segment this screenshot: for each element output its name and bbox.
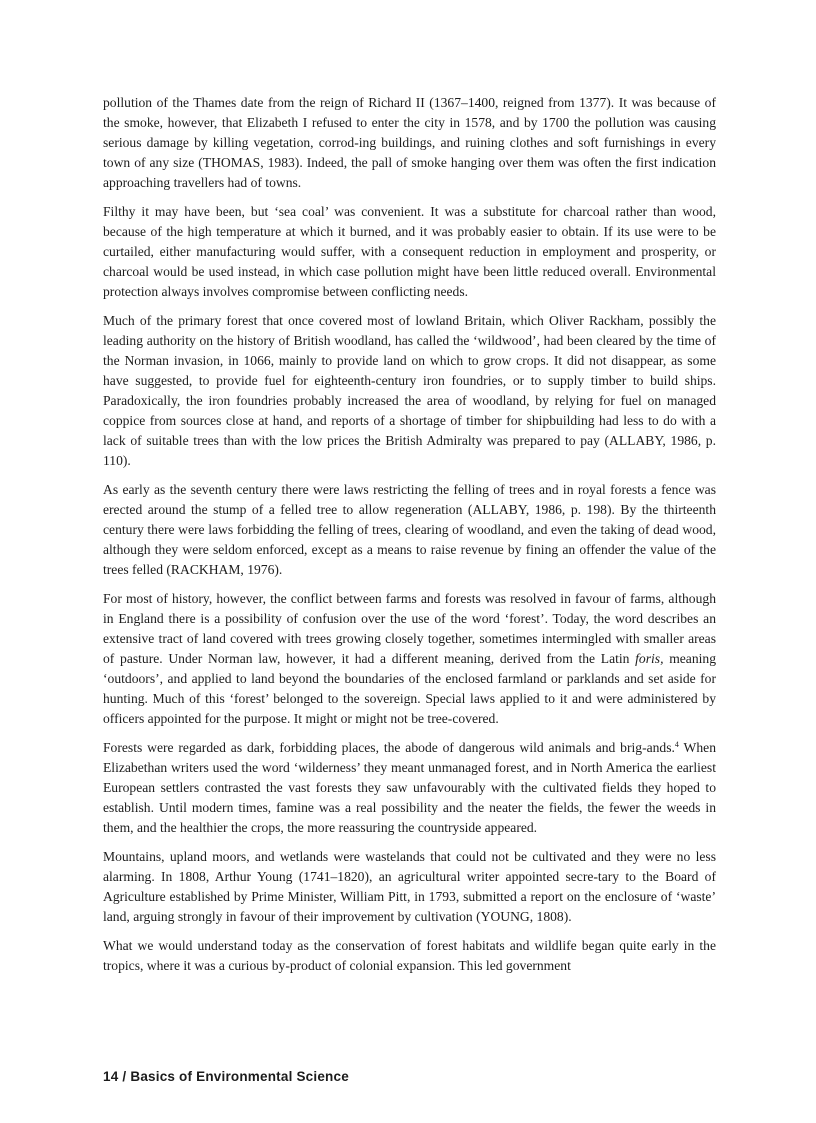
paragraph-6-text-b: When Elizabethan writers used the word ‘wilderness’ they meant unmanaged forest, and in North America the earliest European settlers contrasted the vast forests they saw unfavourably with the cultivated fields they hoped to establish. Until modern times, famine was a real possibility and the neater the fields, the fewer the weeds in them, and the healthier the crops, the more reassuring the countryside appeared. xyxy=(103,740,716,835)
paragraph-2: Filthy it may have been, but ‘sea coal’ was convenient. It was a substitute for charcoal rather than wood, because of the high temperature at which it burned, and it was probably easier to obtain. If its use were to be curtailed, either manufacturing would suffer, with a consequent reduction in employment and prosperity, or charcoal would be used instead, in which case pollution might have been little reduced overall. Environmental protection always involves compromise between conflicting needs. xyxy=(103,204,716,299)
footer-separator: / xyxy=(122,1069,127,1084)
page-body xyxy=(103,93,716,985)
paragraph-5-text-b: meaning ‘outdoors’, and applied to land beyond the boundaries of the enclosed farmland or parklands and set aside for hunting. Much of this ‘forest’ belonged to the sovereign. Special laws applied to it and were administered by officers appointed for the purpose. It might or might not be tree-covered. xyxy=(103,651,717,726)
page-footer xyxy=(103,1069,349,1084)
paragraph-1: pollution of the Thames date from the reign of Richard II (1367–1400, reigned from 1377). It was because of the smoke, however, that Elizabeth I refused to enter the city in 1578, and by 1700 the pollution was causing serious damage by killing vegetation, corrod-ing buildings, and ruining clothes and soft furnishings in every town of any size (THOMAS, 1983). Indeed, the pall of smoke hanging over them was often the first indication approaching travellers had of towns. xyxy=(103,95,716,190)
paragraph-4: As early as the seventh century there were laws restricting the felling of trees and in royal forests a fence was erected around the stump of a felled tree to allow regeneration (ALLABY, 1986, p. 198). By the thirteenth century there were laws forbidding the felling of trees, clearing of woodland, and even the taking of dead wood, although they were seldom enforced, except as a means to raise revenue by fining an offender the value of the trees felled (RACKHAM, 1976). xyxy=(103,482,716,577)
paragraph-7: Mountains, upland moors, and wetlands were wastelands that could not be cultivated and they were no less alarming. In 1808, Arthur Young (1741–1820), an agricultural writer appointed secre-tary to the Board of Agriculture established by Prime Minister, William Pitt, in 1793, submitted a report on the enclosure of ‘waste’ land, arguing strongly in favour of their improvement by cultivation (YOUNG, 1808). xyxy=(103,849,716,924)
footnote-marker: 4 xyxy=(674,740,679,749)
book-title: Basics of Environmental Science xyxy=(130,1069,349,1084)
paragraph-5 xyxy=(103,589,716,729)
paragraph-6-text-a: Forests were regarded as dark, forbidding places, the abode of dangerous wild animals and brig-ands. xyxy=(103,740,675,755)
latin-term: foris, xyxy=(635,651,664,666)
paragraph-5-text-a: For most of history, however, the conflict between farms and forests was resolved in favour of farms, although in England there is a possibility of confusion over the use of the word ‘forest’. Today, the word describes an extensive tract of land covered with trees growing closely together, sometimes intermingled with smaller areas of pasture. Under Norman law, however, it had a different meaning, derived from the Latin xyxy=(103,591,716,666)
paragraph-8: What we would understand today as the conservation of forest habitats and wildlife began quite early in the tropics, where it was a curious by-product of colonial expansion. This led government xyxy=(103,938,716,973)
paragraph-3: Much of the primary forest that once covered most of lowland Britain, which Oliver Rackham, possibly the leading authority on the history of British woodland, has called the ‘wildwood’, had been cleared by the time of the Norman invasion, in 1066, mainly to provide land on which to grow crops. It did not disappear, as some have suggested, to provide fuel for eighteenth-century iron foundries, or to supply timber to build ships. Paradoxically, the iron foundries probably increased the area of woodland, by relying for fuel on managed coppice from sources close at hand, and reports of a shortage of timber for shipbuilding had less to do with a lack of suitable trees than with the low prices the British Admiralty was prepared to pay (ALLABY, 1986, p. 110). xyxy=(103,313,716,468)
paragraph-6 xyxy=(103,738,716,838)
page-number: 14 xyxy=(103,1069,119,1084)
